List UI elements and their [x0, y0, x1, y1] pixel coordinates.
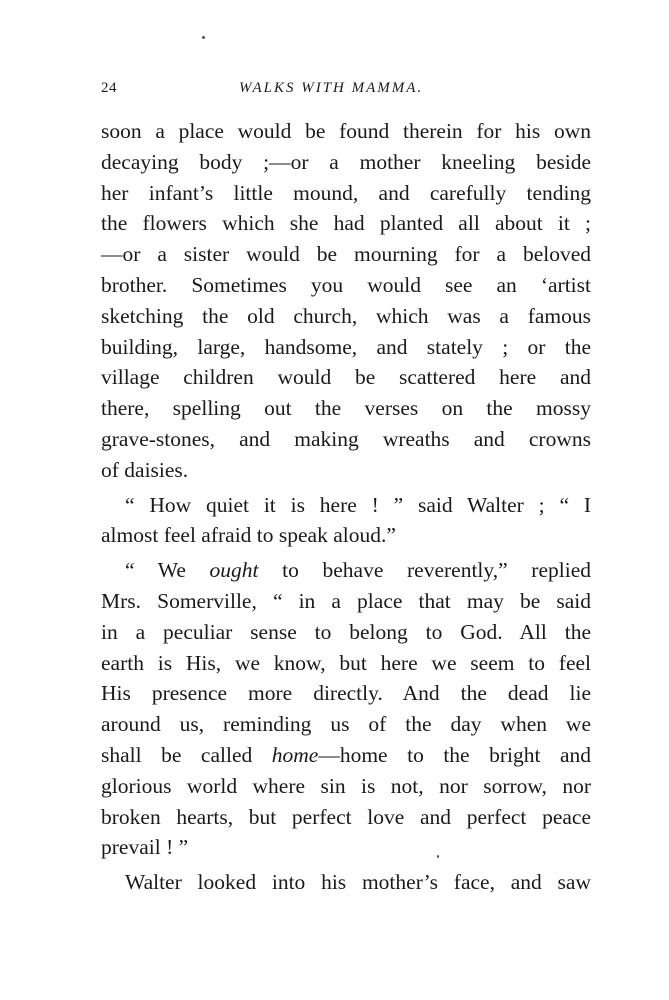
ink-speck — [437, 855, 439, 858]
text-line — [101, 740, 591, 771]
text-line: —or a sister would be mourning for a beloved — [101, 242, 591, 267]
text-line: in a peculiar sense to belong to God. All the — [101, 619, 591, 644]
text-line — [101, 555, 591, 586]
text-line: earth is His, we know, but here we seem to feel — [101, 650, 591, 675]
text-line: her infant’s little mound, and carefully tending — [101, 180, 591, 205]
running-title: WALKS WITH MAMMA. — [239, 80, 424, 96]
text-line: of daisies. — [101, 457, 189, 482]
body-text — [101, 116, 591, 898]
text-line: building, large, handsome, and stately ; or the — [101, 334, 591, 359]
page-number: 24 — [101, 80, 117, 96]
text-line: “ How quiet it is here ! ” said Walter ; “ I — [125, 492, 591, 517]
text-run: “ We — [125, 558, 210, 583]
text-line: decaying body ;—or a mother kneeling beside — [101, 149, 591, 174]
text-run: shall be called — [101, 742, 272, 767]
text-line: grave-stones, and making wreaths and crowns — [101, 426, 591, 451]
text-line: Walter looked into his mother’s face, and saw — [125, 870, 591, 895]
text-line: sketching the old church, which was a famous — [101, 303, 591, 328]
text-line: village children would be scattered here and — [101, 365, 591, 390]
text-line: there, spelling out the verses on the mossy — [101, 396, 591, 421]
text-line: around us, reminding us of the day when we — [101, 712, 591, 737]
text-line: brother. Sometimes you would see an ‘artist — [101, 272, 591, 297]
italic-word: ought — [209, 558, 259, 583]
text-line: Mrs. Somerville, “ in a place that may be said — [101, 588, 591, 613]
text-line: His presence more directly. And the dead lie — [101, 681, 591, 706]
page-header — [101, 80, 591, 104]
text-line: prevail ! ” — [101, 835, 189, 860]
ink-speck — [202, 36, 205, 39]
text-line: soon a place would be found therein for his own — [101, 119, 591, 143]
text-line: glorious world where sin is not, nor sorrow, nor — [101, 773, 591, 798]
text-run: —home to the bright and — [318, 742, 592, 767]
text-line: broken hearts, but perfect love and perfect peace — [101, 804, 591, 829]
italic-word: home — [271, 742, 319, 767]
text-line: the flowers which she had planted all about it ; — [101, 211, 591, 236]
text-run: to behave reverently,” replied — [258, 558, 591, 583]
text-line: almost feel afraid to speak aloud.” — [101, 523, 396, 548]
